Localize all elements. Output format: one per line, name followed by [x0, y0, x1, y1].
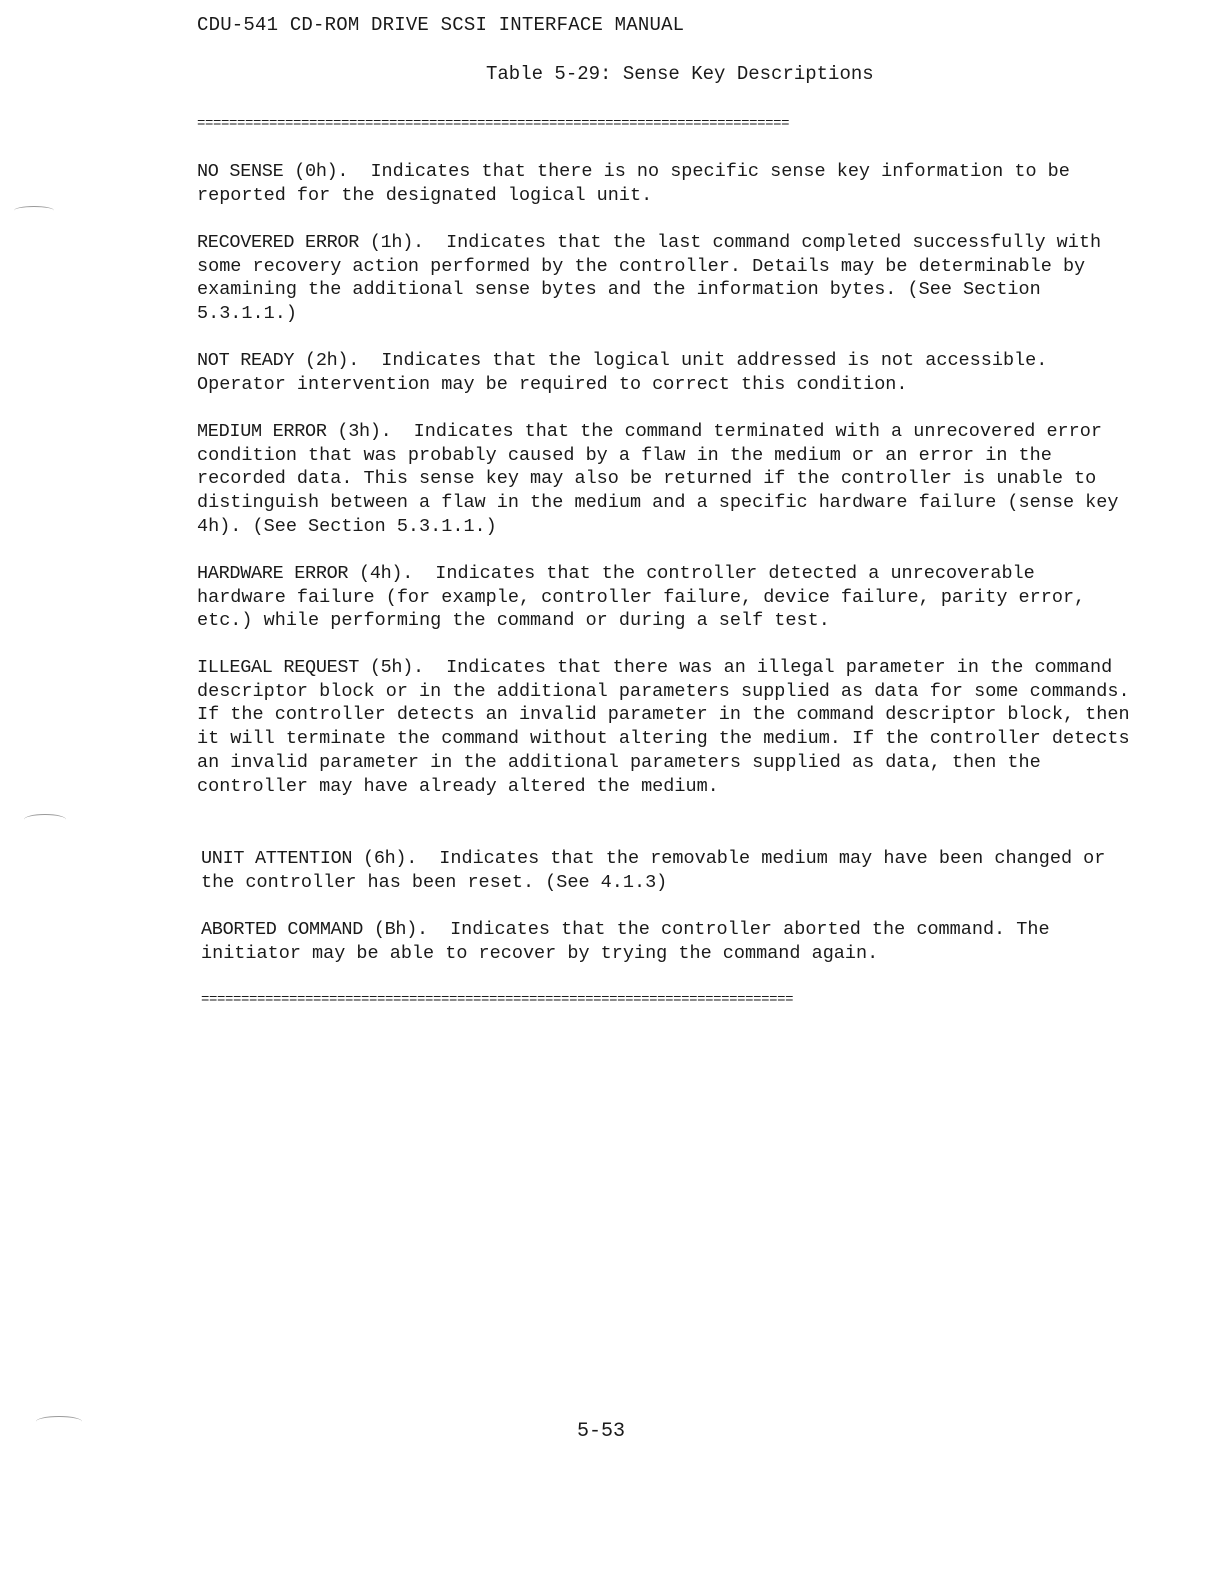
sense-key-description: Indicates that the controller detected a unrecoverable hardware failure (for example, controller failure, device failure, parity error, etc.) while performing the command or during a self test.: [197, 563, 1086, 632]
sense-key-name: ILLEGAL REQUEST (5h).: [197, 657, 424, 678]
sense-key-entry-medium-error: [197, 420, 1132, 539]
sense-key-name: RECOVERED ERROR (1h).: [197, 232, 424, 253]
sense-key-entry-not-ready: [197, 349, 1132, 396]
sense-key-name: NOT READY (2h).: [197, 350, 360, 371]
sense-key-entry-no-sense: [197, 160, 1132, 207]
sense-key-description: Indicates that there is no specific sense key information to be reported for the designated logical unit.: [197, 161, 1070, 206]
sense-key-name: NO SENSE (0h).: [197, 161, 349, 182]
scan-artifact: [36, 1416, 82, 1427]
sense-key-entry-aborted-command: [201, 918, 1136, 965]
page-number: 5-53: [577, 1420, 626, 1443]
sense-key-description: Indicates that the removable medium may have been changed or the controller has been reset. (See 4.1.3): [201, 848, 1106, 893]
sense-key-name: ABORTED COMMAND (Bh).: [201, 919, 428, 940]
sense-key-description: Indicates that the command terminated with a unrecovered error condition that was probably caused by a flaw in the medium or an error in the recorded data. This sense key may also be returned if the controller is unable to distinguish between a flaw in the medium and a specific hardware failure (sense key 4h). (See Section 5.3.1.1.): [197, 421, 1119, 537]
sense-key-description: Indicates that there was an illegal parameter in the command descriptor block or in the additional parameters supplied as data for some commands. If the controller detects an invalid parameter in the command descriptor block, then it will terminate the command without altering the medium. If the controller detects an invalid parameter in the additional parameters supplied as data, then the controller may have already altered the medium.: [197, 657, 1130, 797]
table-title: Table 5-29: Sense Key Descriptions: [486, 63, 874, 85]
sense-key-name: MEDIUM ERROR (3h).: [197, 421, 392, 442]
sense-key-description: Indicates that the last command completed successfully with some recovery action performed by the controller. Details may be determinable by examining the additional sense bytes and the information bytes. (See Section 5.3.1.1.): [197, 232, 1102, 325]
sense-key-description: Indicates that the controller aborted the command. The initiator may be able to recover by trying the command again.: [201, 919, 1050, 964]
sense-key-entry-illegal-request: [197, 656, 1132, 798]
running-header: CDU-541 CD-ROM DRIVE SCSI INTERFACE MANUAL: [197, 14, 685, 36]
sense-key-entry-hardware-error: [197, 562, 1132, 633]
sense-key-entry-recovered-error: [197, 231, 1132, 326]
top-rule: ==========================================================================: [197, 116, 790, 132]
scan-artifact: [24, 814, 66, 825]
sense-key-entry-unit-attention: [201, 847, 1136, 894]
sense-key-name: HARDWARE ERROR (4h).: [197, 563, 414, 584]
bottom-rule: ==========================================================================: [201, 992, 794, 1008]
sense-key-description: Indicates that the logical unit addressed is not accessible. Operator intervention may be required to correct this condition.: [197, 350, 1048, 395]
sense-key-name: UNIT ATTENTION (6h).: [201, 848, 418, 869]
scan-artifact: [14, 206, 54, 215]
